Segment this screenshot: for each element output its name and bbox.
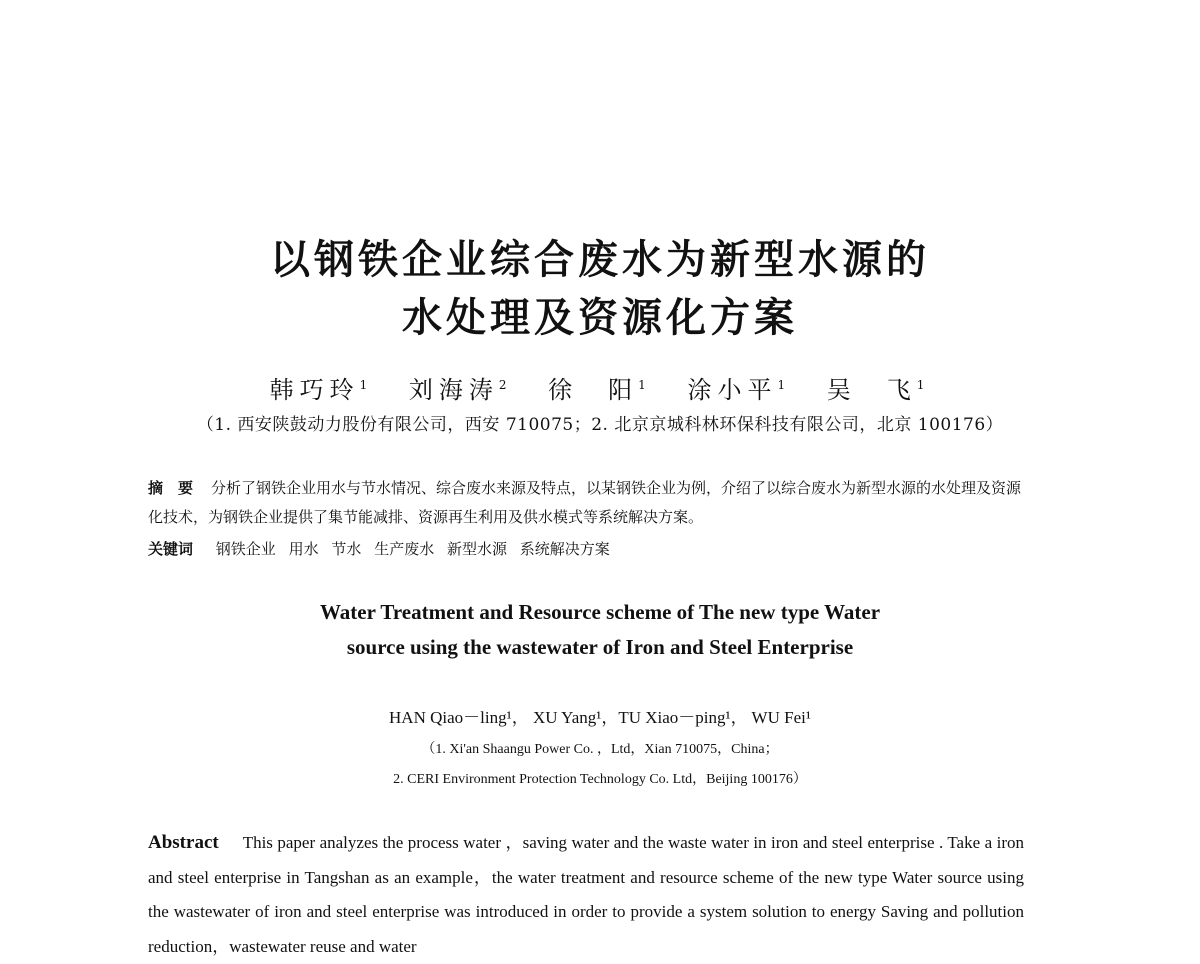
english-abstract-text: This paper analyzes the process water ，saving water and the waste water in iron and steel enterprise . Take a iron and steel enterprise in Tangshan as an example，the water treatment and resource scheme of the new type Water source using the wastewater of iron and steel enterprise was introduced in order to provide a system solution to energy Saving and pollution reduction，wastewater reuse and water [148,833,1024,956]
english-abstract-label: Abstract [148,832,219,853]
chinese-abstract-text: 分析了钢铁企业用水与节水情况、综合废水来源及特点，以某钢铁企业为例，介绍了以综合废水为新型水源的水处理及资源化技术，为钢铁企业提供了集节能减排、资源再生利用及供水模式等系统解决方案。 [148,479,1022,526]
english-author-list: HAN Qiao－ling¹， XU Yang¹，TU Xiao－ping¹， WU Fei¹ [389,708,811,727]
chinese-title-line-1: 以钢铁企业综合废水为新型水源的 [270,237,930,283]
english-affiliation-line-2: 2. CERI Environment Protection Technology Co. Ltd，Beijing 100176） [393,772,807,787]
chinese-title-line-2: 水处理及资源化方案 [402,295,798,341]
english-title-line-1: Water Treatment and Resource scheme of The new type Water [319,600,881,624]
keyword: 节水 [331,540,362,558]
chinese-affiliation: （1. 西安陕鼓动力股份有限公司，西安 710075；2. 北京京城科林环保科技有限公司，北京 100176） [196,415,1004,435]
chinese-abstract [148,474,1028,532]
english-title-line-2: source using the wastewater of Iron and Steel Enterprise [346,635,854,659]
keyword: 新型水源 [446,540,507,558]
english-affiliation-line-1: （1. Xi'an Shaangu Power Co. ，Ltd，Xian 710075，China； [421,742,779,757]
author-2: 刘海涛$^2$ [408,376,513,404]
keyword: 用水 [288,540,319,558]
keyword: 生产废水 [374,540,435,558]
english-abstract [148,826,1024,964]
keyword: 系统解决方案 [519,540,610,558]
chinese-author-list [0,370,1200,405]
keyword: 钢铁企业 [215,540,276,558]
chinese-keywords-label: 关键词 [148,540,194,558]
chinese-abstract-label: 摘 要 [148,479,194,497]
author-4: 涂小平$^1$ [687,376,792,404]
author-5: 吴 飞$^1$ [826,376,931,404]
author-3: 徐 阳$^1$ [548,376,652,404]
author-1: 韩巧玲$^1$ [269,376,374,404]
chinese-keywords [148,535,1028,564]
